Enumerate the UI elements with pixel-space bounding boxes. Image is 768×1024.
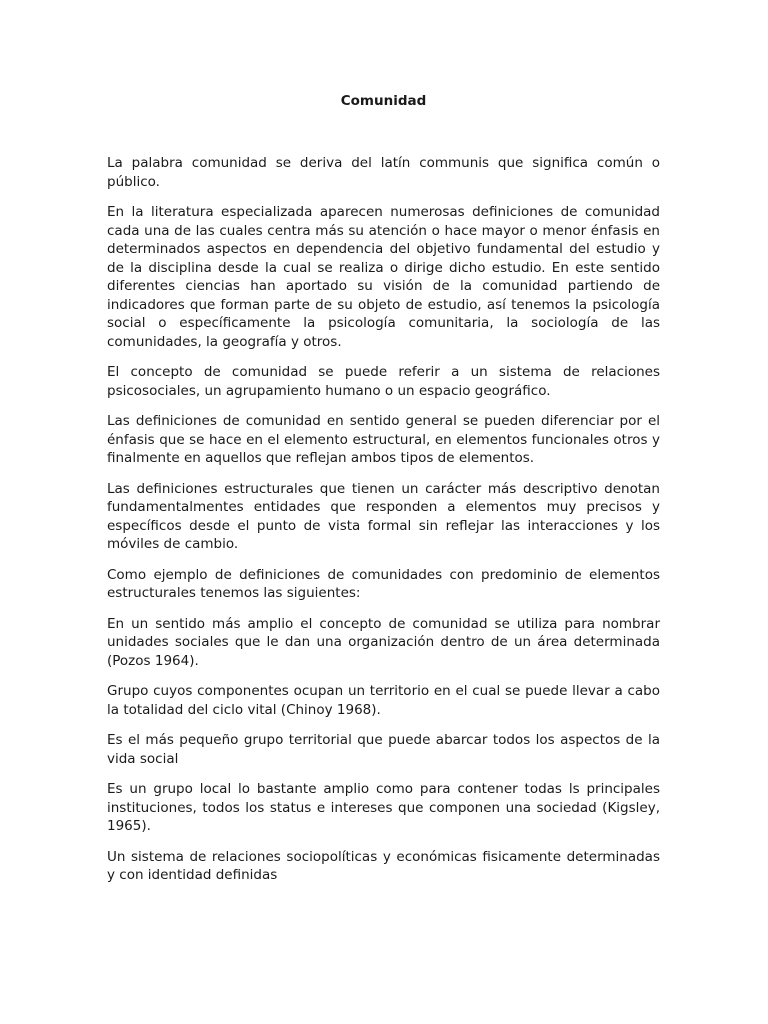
paragraph-structural-definitions: Las definiciones estructurales que tienen un carácter más descriptivo denotan fundamentalmentes entidades que responden a elementos muy precisos y específicos desde el punto de vista formal sin reflejar las interacciones y los móviles de cambio. (107, 480, 660, 552)
paragraph-kigsley: Es un grupo local lo bastante amplio como para contener todas ls principales instituciones, todos los status e intereses que componen una sociedad (Kigsley, 1965). (107, 781, 660, 834)
document-page (107, 92, 660, 897)
paragraph-pozos: En un sentido más amplio el concepto de comunidad se utiliza para nombrar unidades sociales que le dan una organización dentro de un área determinada (Pozos 1964). (107, 615, 660, 669)
paragraph-examples-intro: Como ejemplo de definiciones de comunidades con predominio de elementos estructurales tenemos las siguientes: (107, 566, 660, 601)
paragraph-literature: En la literatura especializada aparecen numerosas definiciones de comunidad cada una de las cuales centra más su atención o hace mayor o menor énfasis en determinados aspectos en dependencia del objetivo fundamental del estudio y de la disciplina desde la cual se realiza o dirige dicho estudio. En este sentido diferentes ciencias han aportado su visión de la comunidad partiendo de indicadores que forman parte de su objeto de estudio, así tenemos la psicología social o específicamente la psicología comunitaria, la sociología de las comunidades, la geografía y otros. (107, 204, 660, 350)
paragraph-general-definitions: Las definiciones de comunidad en sentido general se pueden diferenciar por el énfasis que se hace en el elemento estructural, en elementos funcionales otros y finalmente en aquellos que reflejan ambos tipos de elementos. (107, 413, 660, 466)
paragraph-territorial-group: Es el más pequeño grupo territorial que puede abarcar todos los aspectos de la vida social (107, 732, 660, 767)
document-title: Comunidad (340, 93, 427, 109)
paragraph-concept: El concepto de comunidad se puede referir a un sistema de relaciones psicosociales, un agrupamiento humano o un espacio geográfico. (107, 364, 660, 399)
paragraph-etymology: La palabra comunidad se deriva del latín communis que significa común o público. (107, 155, 660, 190)
paragraph-chinoy: Grupo cuyos componentes ocupan un territorio en el cual se puede llevar a cabo la totalidad del ciclo vital (Chinoy 1968). (107, 683, 660, 718)
paragraph-sociopolitical-system: Un sistema de relaciones sociopolíticas y económicas fisicamente determinadas y con identidad definidas (107, 848, 660, 883)
